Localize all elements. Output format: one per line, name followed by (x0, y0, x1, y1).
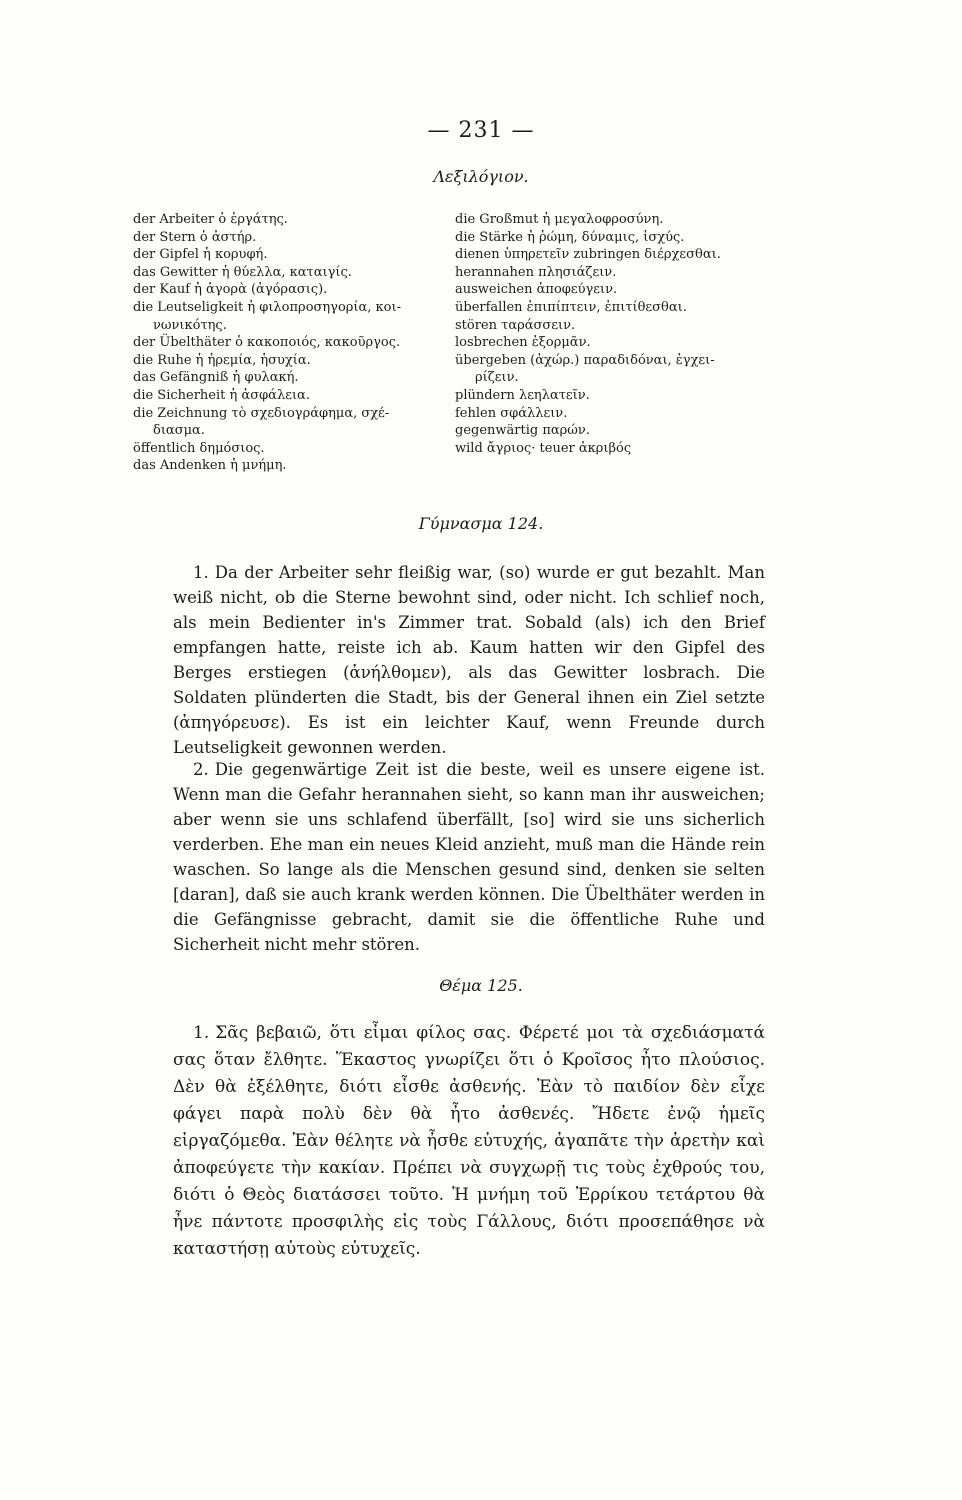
lexicon-entry: die Sicherheit ἡ ἀσφάλεια. (133, 387, 310, 403)
lexicon-entry: das Gewitter ἡ θύελλα, καταιγίς. (133, 264, 352, 280)
lexicon-entry: der Übelthäter ὁ κακοποιός, κακοῦργος. (133, 335, 401, 351)
lexicon-entry: die Leutseligkeit ἡ φιλοπροσηγορία, κοι- (133, 299, 401, 315)
exercise-text: Da der Arbeiter sehr fleißig war, (so) wurde er gut bezahlt. Man weiß nicht, ob die Sterne bewohnt sind, oder nicht. Ich schlief noch, als mein Bedienter in's Zimmer trat. Sobald (als) ich den Brief empfangen hatte, reiste ich ab. Kaum hatten wir den Gipfel des Berges erstiegen (ἀνήλθομεν), als das Gewitter losbrach. Die Soldaten plünderten die Stadt, bis der General ihnen ein Ziel setzte (ἀπηγόρευσε). Es ist ein leichter Kauf, wenn Freunde durch Leutseligkeit gewonnen werden. (173, 563, 765, 757)
gymnasma-exercise-2 (173, 757, 765, 957)
lexicon-entry: wild ἄγριος· teuer ἀκριβός (455, 440, 632, 456)
lexicon-entry: ausweichen ἀποφεύγειν. (455, 282, 618, 298)
lexicon-entry: gegenwärtig παρών. (455, 423, 590, 439)
exercise-text: Σᾶς βεβαιῶ, ὅτι εἶμαι φίλος σας. Φέρετέ μοι τὰ σχεδιάσματά σας ὅταν ἔλθητε. Ἕκαστος γνωρίζει ὅτι ὁ Κροῖσος ἦτο πλούσιος. Δὲν θὰ ἐξέλθητε, διότι εἶσθε ἀσθενής. Ἐὰν τὸ παιδίον δὲν εἶχε φάγει παρὰ πολὺ δὲν θὰ ἦτο ἀσθενές. Ἤδετε ἐνῷ ἡμεῖς εἰργαζόμεθα. Ἐὰν θέλητε νὰ ἦσθε εὐτυχής, ἀγαπᾶτε τὴν ἀρετὴν καὶ ἀποφεύγετε τὴν κακίαν. Πρέπει νὰ συγχωρῇ τις τοὺς ἐχθρούς του, διότι ὁ Θεὸς διατάσσει τοῦτο. Ἡ μνήμη τοῦ Ἐρρίκου τετάρτου θὰ ἦνε πάντοτε προσφιλὴς εἰς τοὺς Γάλλους, διότι προσεπάθησε νὰ καταστήσῃ αὐτοὺς εὐτυχεῖς. (173, 1023, 765, 1259)
lexicon-entry-continuation: νωνικότης. (153, 317, 227, 333)
lexicon-entry: der Kauf ἡ ἀγορὰ (ἀγόρασις). (133, 282, 328, 298)
lexicon-entry: losbrechen ἐξορμᾶν. (455, 335, 591, 351)
lexicon-entry-continuation: ρίζειν. (475, 370, 519, 386)
lexicon-entry: öffentlich δημόσιος. (133, 440, 265, 456)
lexicon-entry: übergeben (ἀχώρ.) παραδιδόναι, ἐγχει- (455, 352, 715, 368)
lexicon-entry: der Gipfel ἡ κορυφή. (133, 247, 268, 263)
exercise-number: 1. (193, 1023, 210, 1043)
lexicon-entry: die Großmut ἡ μεγαλοφροσύνη. (455, 212, 664, 227)
lexicon-entry: überfallen ἐπιπίπτειν, ἐπιτίθεσθαι. (455, 299, 687, 315)
thema-heading: Θέμα 125. (439, 976, 523, 995)
lexicon-entry: das Andenken ἡ μνήμη. (133, 458, 287, 474)
lexicon-left-column (133, 211, 451, 475)
lexicon-entry: die Stärke ἡ ῥώμη, δύναμις, ἰσχύς. (455, 229, 685, 245)
page-number: — 231 — (427, 118, 535, 143)
gymnasma-heading: Γύμνασμα 124. (418, 514, 544, 533)
lexicon-entry: der Stern ὁ ἀστήρ. (133, 229, 257, 245)
lexicon-entry: die Ruhe ἡ ἠρεμία, ἡσυχία. (133, 352, 311, 368)
lexicon-entry: die Zeichnung τὸ σχεδιογράφημα, σχέ- (133, 405, 390, 421)
exercise-text: Die gegenwärtige Zeit ist die beste, weil es unsere eigene ist. Wenn man die Gefahr herannahen sieht, so kann man ihr ausweichen; aber wenn sie uns schlafend überfällt, [so] wird sie uns sicherlich verderben. Ehe man ein neues Kleid anzieht, muß man die Hände rein waschen. So lange als die Menschen gesund sind, denken sie selten [daran], daß sie auch krank werden können. Die Übelthäter werden in die Gefängnisse gebracht, damit sie die öffentliche Ruhe und Sicherheit nicht mehr stören. (173, 760, 765, 954)
lexicon-right-column (455, 211, 795, 457)
lexicon-entry: fehlen σφάλλειν. (455, 405, 568, 421)
lexicon-heading: Λεξιλόγιον. (433, 167, 529, 186)
lexicon-entry: der Arbeiter ὁ ἐργάτης. (133, 212, 288, 227)
lexicon-entry: plündern λεηλατεῖν. (455, 387, 590, 403)
thema-exercise-1 (173, 1020, 765, 1263)
lexicon-entry: das Gefängniß ἡ φυλακή. (133, 370, 299, 386)
lexicon-entry-continuation: διασμα. (153, 423, 205, 439)
gymnasma-exercise-1 (173, 560, 765, 760)
exercise-number: 2. (193, 760, 209, 779)
lexicon-entry: stören ταράσσειν. (455, 317, 576, 333)
exercise-number: 1. (193, 563, 209, 582)
lexicon-entry: dienen ὑπηρετεῖν zubringen διέρχεσθαι. (455, 247, 721, 263)
lexicon-entry: herannahen πλησιάζειν. (455, 264, 617, 280)
